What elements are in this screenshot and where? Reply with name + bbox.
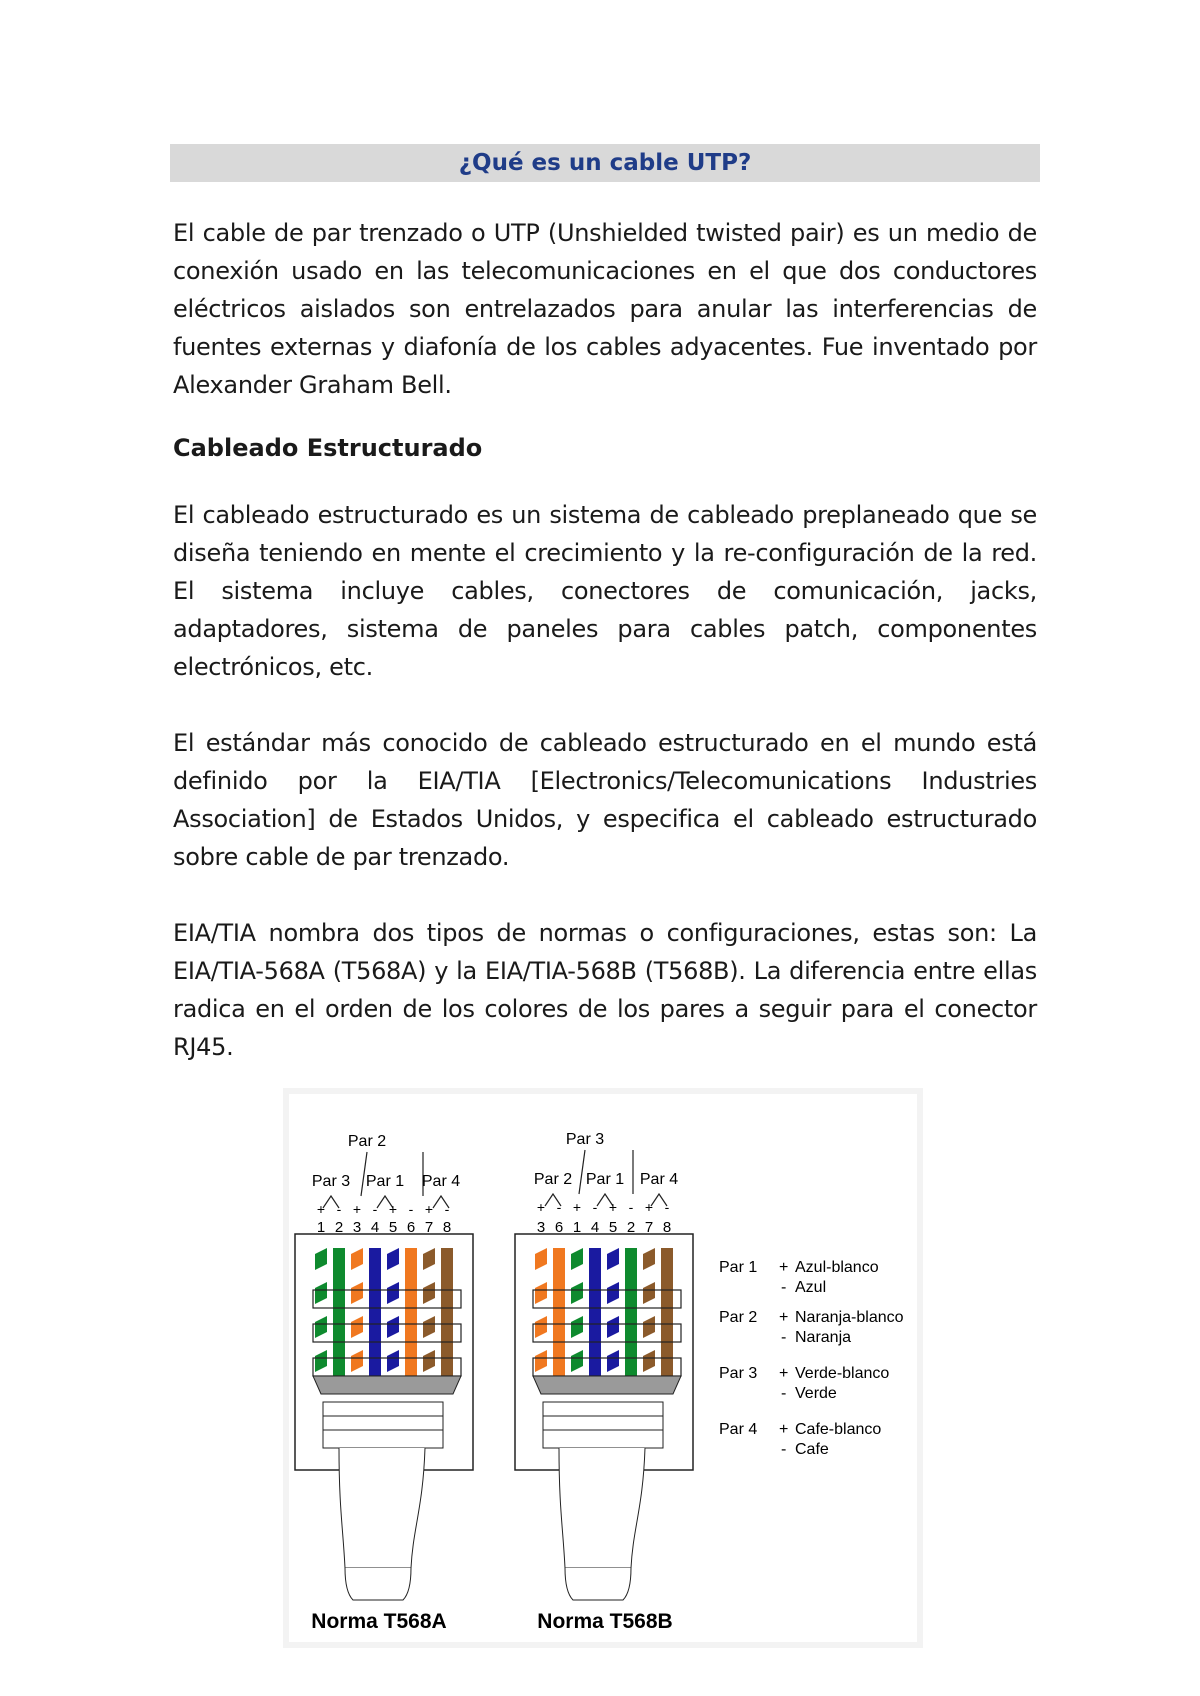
legend-plus-sign: + [779, 1365, 789, 1382]
legend-pair-label: Par 2 [719, 1309, 758, 1326]
t568a-pair-label: Par 3 [311, 1173, 351, 1190]
legend-minus-sign: - [781, 1279, 787, 1296]
polarity-sign: + [536, 1199, 546, 1215]
wire-solid [553, 1248, 565, 1376]
wire-solid [625, 1248, 637, 1376]
wire-solid [661, 1248, 673, 1376]
wire-solid [589, 1248, 601, 1376]
pin-number: 1 [316, 1219, 326, 1236]
polarity-sign: - [336, 1201, 342, 1217]
t568b-top-pair-label: Par 3 [565, 1131, 605, 1148]
legend-pair-label: Par 3 [719, 1365, 758, 1382]
pin-number: 8 [442, 1219, 452, 1236]
polarity-sign: - [408, 1201, 414, 1217]
wire-striped [643, 1248, 655, 1376]
legend-pair-label: Par 4 [719, 1421, 758, 1438]
legend-minus-sign: - [781, 1329, 787, 1346]
legend-minus-color: Naranja [795, 1329, 852, 1346]
wire-solid [405, 1248, 417, 1376]
legend-minus-sign: - [781, 1441, 787, 1458]
legend-minus-color: Cafe [795, 1441, 829, 1458]
pin-number: 5 [608, 1219, 618, 1236]
t568a-caption: Norma T568A [311, 1610, 447, 1633]
polarity-sign: - [444, 1201, 450, 1217]
wire-solid [369, 1248, 381, 1376]
legend-minus-color: Azul [795, 1279, 827, 1296]
wire-striped [315, 1248, 327, 1376]
legend-plus-sign: + [779, 1259, 789, 1276]
t568a-pair-label: Par 1 [365, 1173, 405, 1190]
section-heading: Cableado Estructurado [173, 434, 483, 462]
polarity-sign: + [572, 1199, 582, 1215]
polarity-sign: + [424, 1201, 434, 1217]
legend-plus-color: Azul-blanco [795, 1259, 879, 1276]
pin-number: 4 [370, 1219, 380, 1236]
legend-plus-color: Naranja-blanco [795, 1309, 904, 1326]
pin-number: 8 [662, 1219, 672, 1236]
wire-striped [571, 1248, 583, 1376]
polarity-sign: + [644, 1199, 654, 1215]
legend-plus-sign: + [779, 1309, 789, 1326]
pin-number: 4 [590, 1219, 600, 1236]
polarity-sign: - [628, 1199, 634, 1215]
polarity-sign: - [556, 1199, 562, 1215]
t568a-top-pair-label: Par 2 [347, 1133, 387, 1150]
polarity-sign: + [352, 1201, 362, 1217]
wire-striped [387, 1248, 399, 1376]
legend-pair-label: Par 1 [719, 1259, 758, 1276]
pin-number: 1 [572, 1219, 582, 1236]
polarity-sign: - [592, 1199, 598, 1215]
rj45-wiring-diagram [283, 1088, 923, 1648]
t568b-caption: Norma T568B [537, 1610, 673, 1633]
wire-striped [351, 1248, 363, 1376]
legend-minus-color: Verde [795, 1385, 837, 1402]
paragraph-eia-tia-standard: El estándar más conocido de cableado estructurado en el mundo está definido por la EIA/TIA [Electronics/Telecomunications Industries Association] de Estados Unidos, y especifica el cableado estructurado sobre cable de par trenzado. [173, 729, 1037, 871]
wire-striped [607, 1248, 619, 1376]
t568b-pair-label: Par 2 [533, 1171, 573, 1188]
polarity-sign: - [664, 1199, 670, 1215]
wire-solid [333, 1248, 345, 1376]
pin-number: 2 [626, 1219, 636, 1236]
polarity-sign: - [372, 1201, 378, 1217]
legend-plus-color: Cafe-blanco [795, 1421, 882, 1438]
t568b-pair-label: Par 4 [639, 1171, 679, 1188]
paragraph-utp-definition: El cable de par trenzado o UTP (Unshielded twisted pair) es un medio de conexión usado en las telecomunicaciones en el que dos conductores eléctricos aislados son entrelazados para anular las interferencias de fuentes externas y diafonía de los cables adyacentes. Fue inventado por Alexander Graham Bell. [173, 219, 1037, 399]
wire-striped [423, 1248, 435, 1376]
page-title: ¿Qué es un cable UTP? [170, 144, 1040, 182]
legend-minus-sign: - [781, 1385, 787, 1402]
pin-number: 5 [388, 1219, 398, 1236]
paragraph-structured-cabling: El cableado estructurado es un sistema de cableado preplaneado que se diseña teniendo en mente el crecimiento y la re-configuración de la red. El sistema incluye cables, conectores de comunicación, jacks, adaptadores, sistema de paneles para cables patch, componentes electrónicos, etc. [173, 501, 1037, 681]
legend-plus-sign: + [779, 1421, 789, 1438]
pin-number: 2 [334, 1219, 344, 1236]
pin-number: 3 [352, 1219, 362, 1236]
pin-number: 6 [554, 1219, 564, 1236]
pin-number: 7 [644, 1219, 654, 1236]
legend-plus-color: Verde-blanco [795, 1365, 890, 1382]
polarity-sign: + [388, 1201, 398, 1217]
paragraph-norms: EIA/TIA nombra dos tipos de normas o configuraciones, estas son: La EIA/TIA-568A (T568A) y la EIA/TIA-568B (T568B). La diferencia entre ellas radica en el orden de los colores de los pares a seguir para el conector RJ45. [173, 919, 1037, 1061]
wire-solid [441, 1248, 453, 1376]
polarity-sign: + [608, 1199, 618, 1215]
t568a-pair-label: Par 4 [421, 1173, 461, 1190]
t568b-pair-label: Par 1 [585, 1171, 625, 1188]
polarity-sign: + [316, 1201, 326, 1217]
pin-number: 3 [536, 1219, 546, 1236]
pin-number: 6 [406, 1219, 416, 1236]
pin-number: 7 [424, 1219, 434, 1236]
wire-striped [535, 1248, 547, 1376]
